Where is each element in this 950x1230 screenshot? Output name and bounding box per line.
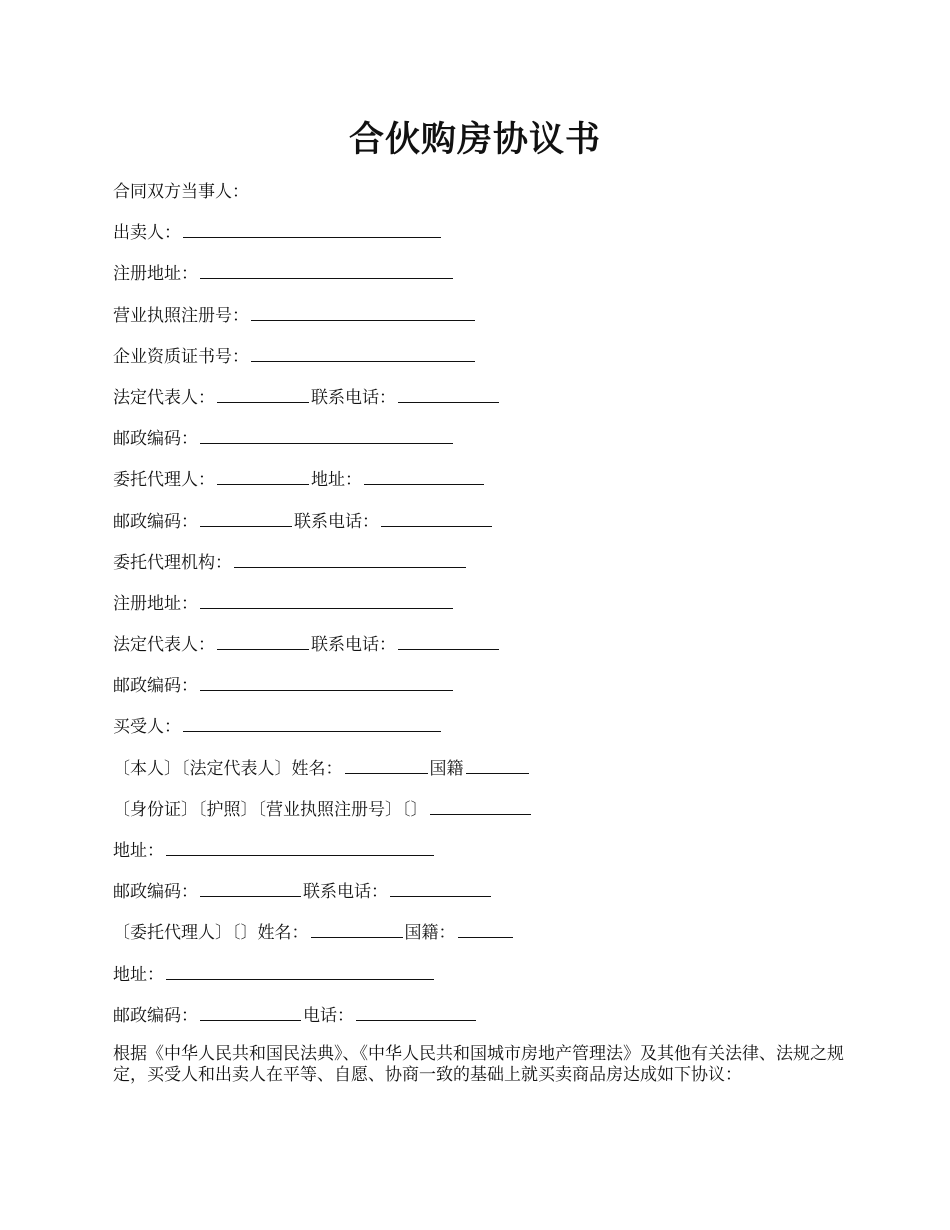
document-title: 合伙购房协议书	[348, 119, 601, 160]
blank-field[interactable]	[466, 757, 529, 774]
line-label-secondary: 地址：	[311, 470, 362, 491]
blank-field[interactable]	[183, 221, 441, 238]
line-label: 〔委托代理人〕〔〕姓名：	[113, 923, 309, 944]
form-line-agency	[113, 549, 858, 590]
line-label: 〔身份证〕〔护照〕〔营业执照注册号〕〔〕	[113, 799, 428, 820]
line-label: 邮政编码：	[113, 1005, 198, 1026]
blank-field[interactable]	[356, 1004, 476, 1021]
line-label: 注册地址：	[113, 593, 198, 614]
form-line-legal-rep	[113, 384, 858, 425]
blank-field[interactable]	[430, 798, 531, 815]
form-line-buyer	[113, 713, 858, 754]
line-label: 委托代理机构：	[113, 552, 232, 573]
line-label-secondary: 联系电话：	[294, 511, 379, 532]
form-line-parties-heading	[113, 178, 858, 219]
line-label: 〔本人〕〔法定代表人〕姓名：	[113, 758, 343, 779]
line-label: 法定代表人：	[113, 635, 215, 656]
blank-field[interactable]	[217, 633, 309, 650]
line-label: 邮政编码：	[113, 429, 198, 450]
form-line-buyer-id	[113, 796, 858, 837]
blank-field[interactable]	[311, 921, 403, 938]
line-label: 法定代表人：	[113, 387, 215, 408]
blank-field[interactable]	[381, 510, 492, 527]
line-label: 企业资质证书号：	[113, 346, 249, 367]
blank-field[interactable]	[398, 633, 499, 650]
form-line-buyer-agent-address	[113, 961, 858, 1002]
form-line-buyer-address	[113, 837, 858, 878]
blank-field[interactable]	[251, 345, 475, 362]
blank-field[interactable]	[200, 262, 453, 279]
blank-field[interactable]	[166, 839, 434, 856]
line-label-secondary: 电话：	[303, 1005, 354, 1026]
line-label: 邮政编码：	[113, 676, 198, 697]
form-line-buyer-agent	[113, 919, 858, 960]
line-label: 邮政编码：	[113, 511, 198, 532]
form-line-agent-postal	[113, 508, 858, 549]
blank-field[interactable]	[200, 427, 453, 444]
line-label: 买受人：	[113, 717, 181, 738]
blank-field[interactable]	[200, 510, 292, 527]
line-label: 委托代理人：	[113, 470, 215, 491]
blank-field[interactable]	[364, 468, 484, 485]
blank-field[interactable]	[234, 551, 466, 568]
line-label: 地址：	[113, 841, 164, 861]
blank-field[interactable]	[183, 715, 441, 732]
line-label-secondary: 国籍	[429, 758, 464, 779]
blank-field[interactable]	[217, 468, 309, 485]
blank-field[interactable]	[458, 921, 513, 938]
form-line-seller	[113, 219, 858, 260]
form-line-buyer-name	[113, 755, 858, 796]
blank-field[interactable]	[200, 880, 301, 897]
line-label-secondary: 联系电话：	[311, 635, 396, 656]
form-line-buyer-agent-postal	[113, 1002, 858, 1043]
form-line-agent	[113, 466, 858, 507]
form-line-agency-address	[113, 590, 858, 631]
blank-field[interactable]	[398, 386, 499, 403]
line-label: 注册地址：	[113, 264, 198, 285]
form-line-agency-postal	[113, 672, 858, 713]
blank-field[interactable]	[217, 386, 309, 403]
blank-field[interactable]	[251, 304, 475, 321]
line-label-secondary: 国籍：	[404, 923, 456, 944]
blank-field[interactable]	[345, 757, 428, 774]
form-line-postal-code	[113, 425, 858, 466]
blank-field[interactable]	[166, 963, 434, 980]
line-label: 营业执照注册号：	[113, 305, 249, 326]
blank-field[interactable]	[200, 674, 453, 691]
form-line-qualification-cert	[113, 343, 858, 384]
agreement-preamble: 根据《中华人民共和国民法典》、《中华人民共和国城市房地产管理法》及其他有关法律、法规之规定，买受人和出卖人在平等、自愿、协商一致的基础上就买卖商品房达成如下协议：	[113, 1044, 844, 1085]
line-label: 地址：	[113, 964, 164, 985]
form-line-business-license	[113, 302, 858, 343]
line-label-secondary: 联系电话：	[303, 882, 388, 903]
blank-field[interactable]	[200, 592, 453, 609]
form-line-registered-address	[113, 260, 858, 301]
line-label: 出卖人：	[113, 223, 181, 244]
form-line-buyer-postal	[113, 878, 858, 919]
party-info-section	[113, 178, 858, 1043]
form-line-agency-legal-rep	[113, 631, 858, 672]
line-label: 邮政编码：	[113, 882, 198, 903]
blank-field[interactable]	[200, 1004, 301, 1021]
blank-field[interactable]	[390, 880, 491, 897]
line-label: 合同双方当事人：	[113, 182, 249, 202]
line-label-secondary: 联系电话：	[311, 387, 396, 408]
